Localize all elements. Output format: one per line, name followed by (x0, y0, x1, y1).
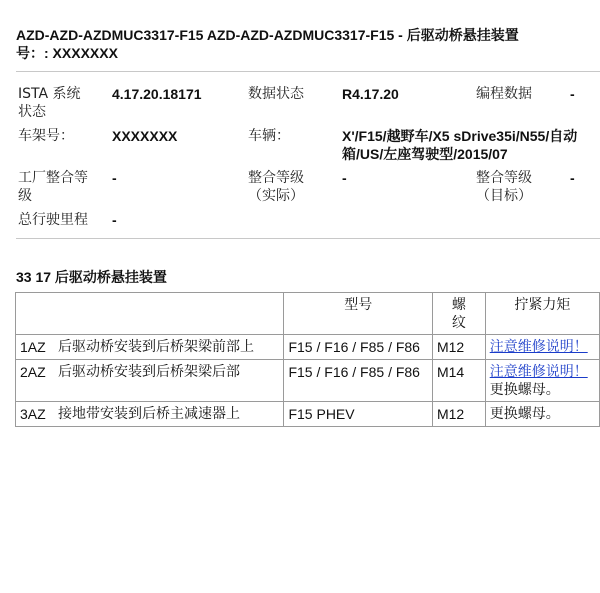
factory-integration-label (18, 169, 88, 205)
row-code: 1AZ (20, 339, 46, 355)
service-note-link[interactable]: 注意维修说明！ (489, 364, 588, 380)
target-integration-label-line2: （目标） (476, 188, 532, 204)
table-header-row (16, 293, 600, 335)
row-item (16, 335, 284, 360)
data-status-value: R4.17.20 (342, 86, 399, 102)
table-row (16, 360, 600, 402)
factory-integration-label-line2: 级 (18, 188, 32, 204)
data-status-label: 数据状态 (248, 86, 304, 102)
vehicle-value (342, 127, 600, 163)
row-item (16, 360, 284, 402)
row-thread: M12 (432, 402, 485, 427)
row-thread: M12 (432, 335, 485, 360)
mileage-value: - (112, 212, 117, 228)
row-model: F15 / F16 / F85 / F86 (284, 360, 432, 402)
header-item (16, 293, 284, 335)
vehicle-value-line2: 箱/US/左座驾驶型/2015/07 (342, 146, 508, 162)
target-integration-value: - (570, 170, 575, 186)
torque-note: 更换螺母。 (489, 406, 560, 422)
frame-number-value: XXXXXXX (112, 128, 178, 144)
row-code: 3AZ (20, 406, 46, 422)
info-divider (16, 238, 600, 239)
frame-number-label: 车架号： (18, 128, 74, 144)
mileage-label: 总行驶里程 (18, 212, 88, 228)
target-integration-label-line1: 整合等级 (476, 170, 532, 186)
header-divider (16, 71, 600, 72)
row-torque (485, 335, 599, 360)
row-model: F15 / F16 / F85 / F86 (284, 335, 432, 360)
programming-data-value: - (570, 86, 575, 102)
document-title-line1: AZD-AZD-AZDMUC3317-F15 AZD-AZD-AZDMUC3317-F15 - 后驱动桥悬挂装置 (16, 27, 519, 43)
vehicle-label: 车辆： (248, 128, 290, 144)
document-title-line2: 号：: XXXXXXX (16, 45, 118, 61)
row-description: 接地带安装到后桥主减速器上 (58, 406, 240, 422)
ista-status-label (18, 85, 81, 121)
factory-integration-label-line1: 工厂整合等 (18, 170, 88, 186)
ista-status-label-line2: 状态 (18, 104, 46, 120)
factory-integration-value: - (112, 170, 117, 186)
row-torque (485, 360, 599, 402)
row-code: 2AZ (20, 364, 46, 380)
programming-data-label: 编程数据 (476, 86, 532, 102)
torque-table (15, 292, 600, 427)
row-thread: M14 (432, 360, 485, 402)
row-model: F15 PHEV (284, 402, 432, 427)
header-thread (432, 293, 485, 335)
header-thread-line1: 螺 (451, 297, 466, 313)
ista-status-value: 4.17.20.18171 (112, 86, 202, 102)
vehicle-value-line1: X'/F15/越野车/X5 sDrive35i/N55/自动 (342, 128, 578, 144)
header-model: 型号 (284, 293, 432, 335)
actual-integration-label (248, 169, 304, 205)
table-row (16, 402, 600, 427)
section-title: 33 17 后驱动桥悬挂装置 (16, 269, 167, 285)
row-description: 后驱动桥安装到后桥架梁后部 (58, 364, 240, 380)
row-description: 后驱动桥安装到后桥架梁前部上 (58, 339, 254, 355)
header-thread-line2: 纹 (451, 315, 466, 331)
service-note-link[interactable]: 注意维修说明！ (489, 339, 588, 355)
row-item (16, 402, 284, 427)
ista-status-label-line1: ISTA 系统 (18, 86, 81, 102)
table-row (16, 335, 600, 360)
header-torque: 拧紧力矩 (485, 293, 599, 335)
actual-integration-label-line1: 整合等级 (248, 170, 304, 186)
actual-integration-value: - (342, 170, 347, 186)
torque-note: 更换螺母。 (489, 382, 560, 398)
document-title (16, 26, 600, 62)
actual-integration-label-line2: （实际） (248, 188, 304, 204)
target-integration-label (476, 169, 532, 205)
row-torque (485, 402, 599, 427)
